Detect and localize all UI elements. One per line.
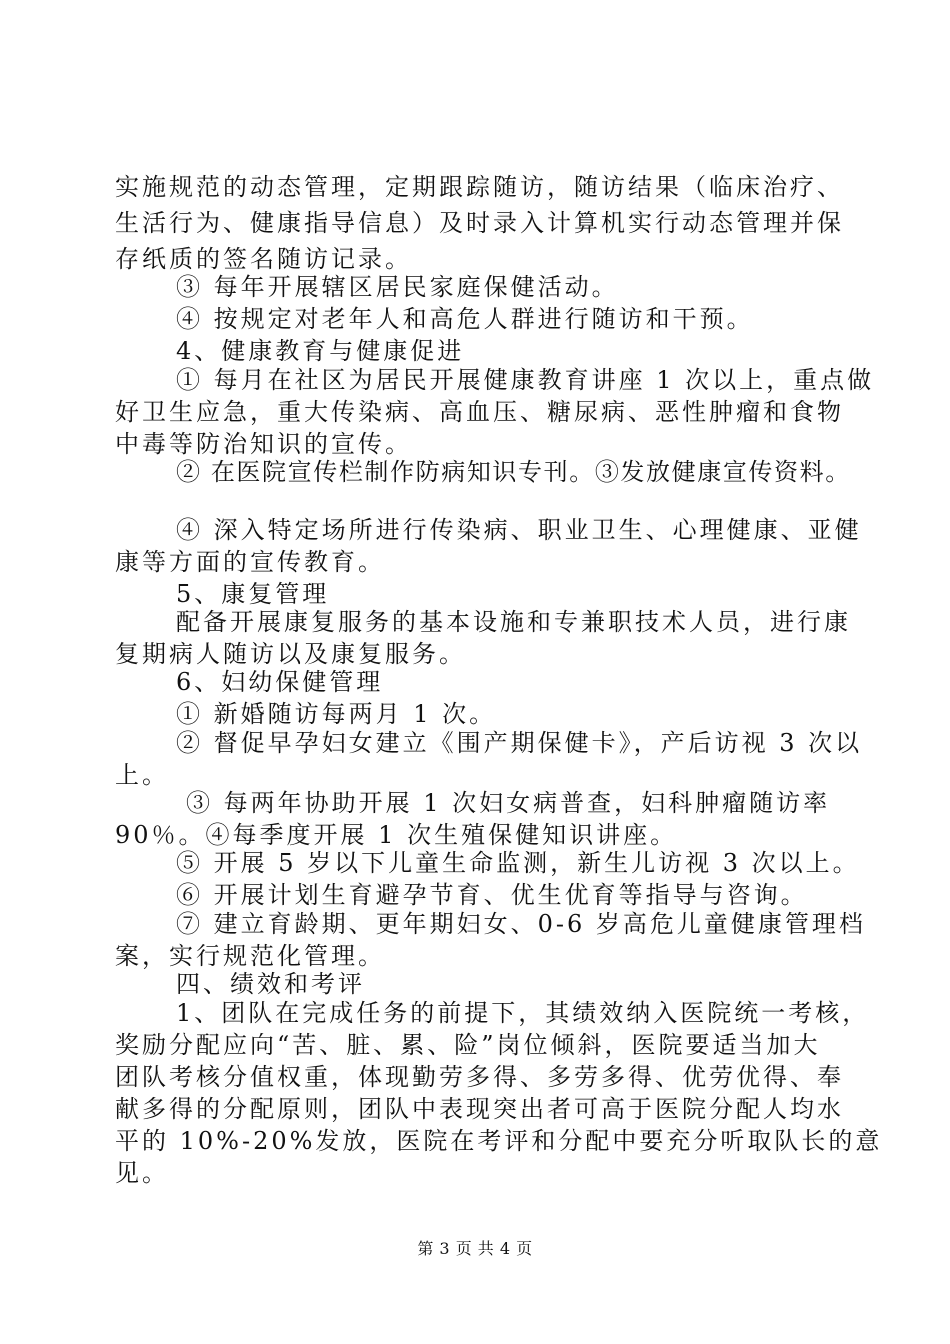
body-line: 90％。④每季度开展 1 次生殖保健知识讲座。 bbox=[115, 821, 678, 849]
body-line: 上。 bbox=[115, 761, 169, 789]
body-line: 康等方面的宣传教育。 bbox=[115, 548, 385, 576]
body-line: 奖励分配应向“苦、脏、累、险”岗位倾斜，医院要适当加大 bbox=[115, 1031, 821, 1059]
list-item: ⑤ 开展 5 岁以下儿童生命监测，新生儿访视 3 次以上。 bbox=[176, 849, 860, 877]
body-line: 配备开展康复服务的基本设施和专兼职技术人员，进行康 bbox=[176, 608, 851, 636]
page-number-footer: 第 3 页 共 4 页 bbox=[417, 1239, 533, 1258]
body-line: 案，实行规范化管理。 bbox=[115, 942, 385, 970]
section-heading: 四、绩效和考评 bbox=[176, 970, 365, 998]
body-line: 平的 10%-20%发放，医院在考评和分配中要充分听取队长的意 bbox=[115, 1127, 883, 1155]
list-item: ④ 深入特定场所进行传染病、职业卫生、心理健康、亚健 bbox=[176, 516, 862, 544]
section-heading: 5、康复管理 bbox=[176, 580, 330, 608]
list-item: ① 新婚随访每两月 1 次。 bbox=[176, 700, 497, 728]
body-line: 生活行为、健康指导信息）及时录入计算机实行动态管理并保 bbox=[115, 209, 844, 237]
list-item: ③ 每两年协助开展 1 次妇女病普查，妇科肿瘤随访率 bbox=[186, 789, 831, 817]
list-item: ③ 每年开展辖区居民家庭保健活动。 bbox=[176, 273, 619, 301]
list-item: ⑥ 开展计划生育避孕节育、优生优育等指导与咨询。 bbox=[176, 881, 808, 909]
body-line: 1、团队在完成任务的前提下，其绩效纳入医院统一考核， bbox=[176, 999, 870, 1027]
body-line: 复期病人随访以及康复服务。 bbox=[115, 640, 466, 668]
body-line: 存纸质的签名随访记录。 bbox=[115, 245, 412, 273]
list-item: ④ 按规定对老年人和高危人群进行随访和干预。 bbox=[176, 305, 754, 333]
list-item: ② 在医院宣传栏制作防病知识专刊。③发放健康宣传资料。 bbox=[176, 458, 851, 486]
body-line: 实施规范的动态管理，定期跟踪随访，随访结果（临床治疗、 bbox=[115, 173, 844, 201]
section-heading: 4、健康教育与健康促进 bbox=[176, 337, 465, 365]
body-line: 见。 bbox=[115, 1159, 169, 1187]
body-line: 团队考核分值权重，体现勤劳多得、多劳多得、优劳优得、奉 bbox=[115, 1063, 844, 1091]
list-item: ① 每月在社区为居民开展健康教育讲座 1 次以上，重点做 bbox=[176, 366, 875, 394]
body-line: 献多得的分配原则，团队中表现突出者可高于医院分配人均水 bbox=[115, 1095, 844, 1123]
list-item: ② 督促早孕妇女建立《围产期保健卡》，产后访视 3 次以 bbox=[176, 729, 863, 757]
section-heading: 6、妇幼保健管理 bbox=[176, 668, 384, 696]
list-item: ⑦ 建立育龄期、更年期妇女、0-6 岁高危儿童健康管理档 bbox=[176, 910, 866, 938]
body-line: 好卫生应急，重大传染病、高血压、糖尿病、恶性肿瘤和食物 bbox=[115, 398, 844, 426]
body-line: 中毒等防治知识的宣传。 bbox=[115, 430, 412, 458]
